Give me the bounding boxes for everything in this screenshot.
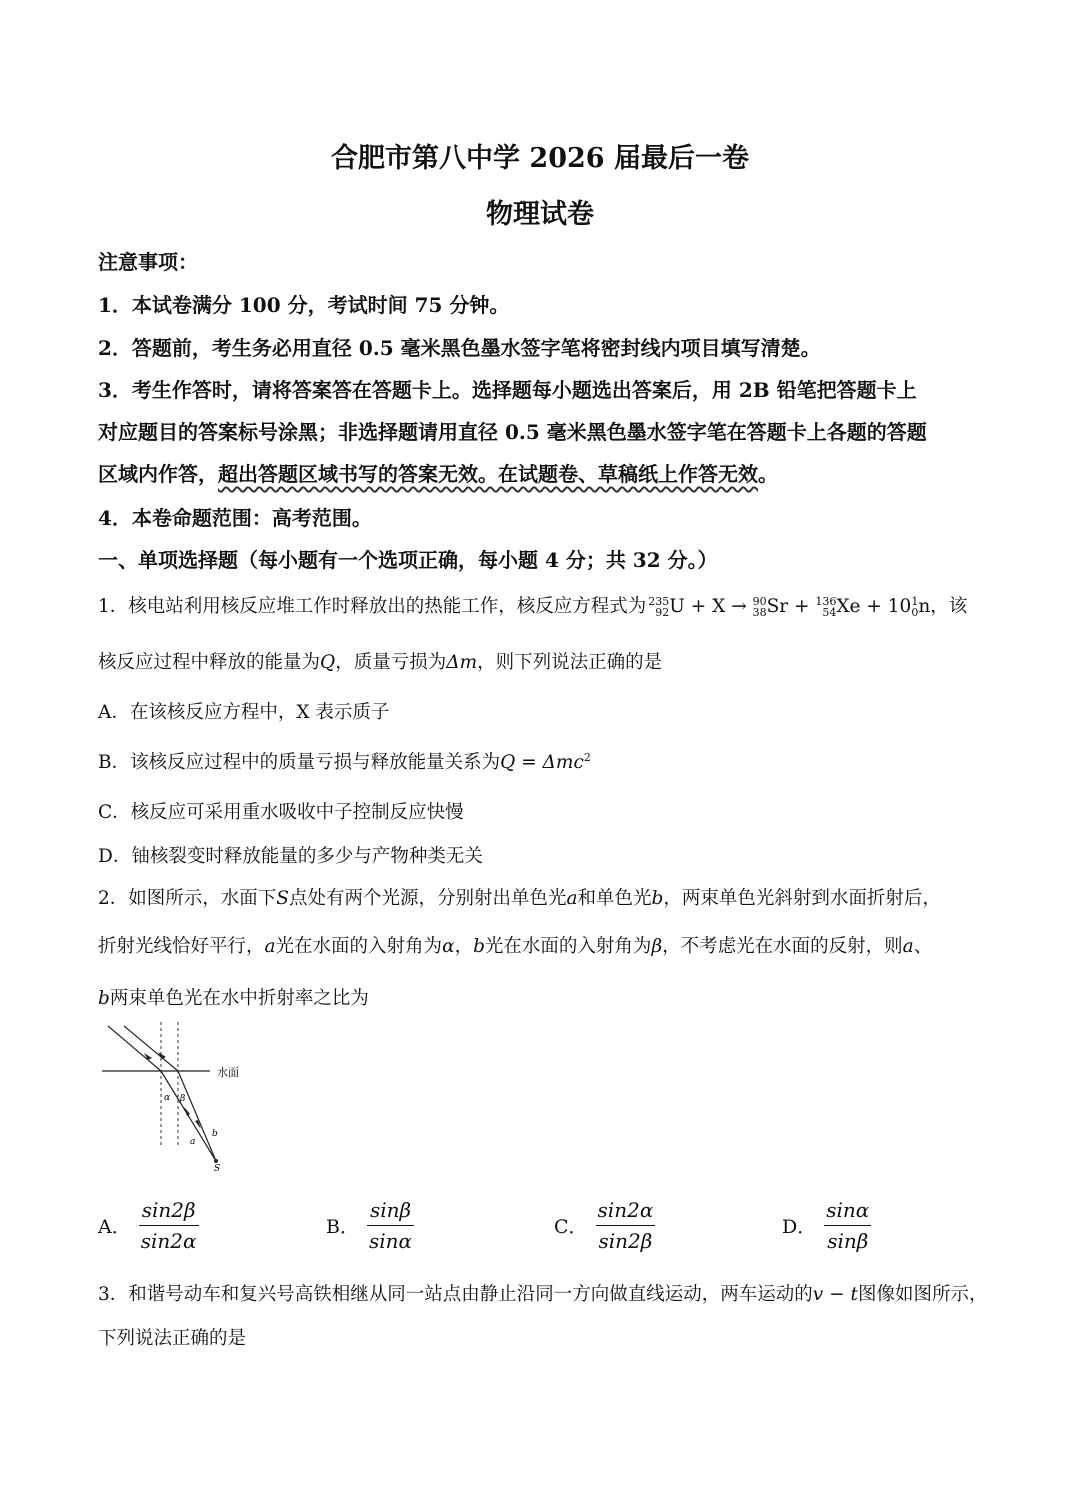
q2-stem-line3: b两束单色光在水中折射率之比为 [98,988,369,1009]
q1-stem-line1: 1．核电站利用核反应堆工作时释放出的热能工作，核反应方程式为 235 92 U + X → 90 38 Sr + 136 54 Xe + 10 1 0 n，该 [98,595,968,619]
note-item-3-end: 区域内作答，超出答题区域书写的答案无效。在试题卷、草稿纸上作答无效。 [98,462,778,486]
q2-stem-line1: 2．如图所示，水面下S点处有两个光源，分别射出单色光a和单色光b，两束单色光斜射到水面折射后， [98,888,941,909]
exam-title: 合肥市第八中学 2026 届最后一卷 [331,143,749,174]
q3-stem-line1: 3．和谐号动车和复兴号高铁相继从同一站点由静止沿同一方向做直线运动，两车运动的v − t图像如图所示， [98,1284,988,1305]
q1-option-d: D．铀核裂变时释放能量的多少与产物种类无关 [98,846,483,867]
notes-heading: 注意事项： [98,250,198,274]
q1-option-a: A．在该核反应方程中，X 表示质子 [98,702,390,723]
q1-stem-line2: 核反应过程中释放的能量为Q，质量亏损为Δm，则下列说法正确的是 [98,652,663,673]
s-label: S [214,1164,221,1174]
ray-b-label: b [212,1129,218,1139]
q2-option-a: A． $\frac{\sin 2\beta}{\sin 2\alpha}$ [98,1198,197,1253]
arrow-incident-a [184,1107,190,1116]
incident-ray-a [161,1071,216,1161]
note-item-4: 4．本卷命题范围：高考范围。 [98,506,372,530]
refracted-ray-a [108,1026,161,1071]
q3-stem-line2: 下列说法正确的是 [98,1328,247,1349]
q1-option-c: C．核反应可采用重水吸收中子控制反应快慢 [98,802,464,823]
section-heading: 一、单项选择题（每小题有一个选项正确，每小题 4 分；共 32 分。） [98,548,718,572]
note-item-3-cont: 对应题目的答案标号涂黑；非选择题请用直径 0.5 毫米黑色墨水签字笔在答题卡上各题的答题 [98,420,927,444]
beta-label: β [180,1094,186,1104]
source-point-s [214,1159,218,1163]
exam-subtitle: 物理试卷 [486,199,594,230]
q2-option-c: C． $\frac{\sin 2\alpha}{\sin 2\beta}$ [554,1198,654,1253]
q2-stem-line2: 折射光线恰好平行，a光在水面的入射角为α，b光在水面的入射角为β，不考虑光在水面的反射，则a、 [98,936,933,957]
refraction-figure [98,1022,258,1174]
wavy-underlined-warning: 超出答题区域书写的答案无效。在试题卷、草稿纸上作答无效 [218,462,758,486]
note-item-3: 3．考生作答时，请将答案答在答题卡上。选择题每小题选出答案后，用 2B 铅笔把答题卡上 [98,378,917,402]
ray-a-label: a [190,1137,196,1147]
note-item-2: 2．答题前，考生务必用直径 0.5 毫米黑色墨水签字笔将密封线内项目填写清楚。 [98,336,821,360]
incident-ray-b [178,1071,216,1161]
q1-option-b: B．该核反应过程中的质量亏损与释放能量关系为Q = Δmc$^2$ [98,750,591,773]
water-label: 水面 [217,1066,239,1079]
refracted-ray-b [124,1026,178,1071]
arrow-refracted-a [144,1053,152,1060]
q2-option-d: D． $\frac{\sin\alpha}{\sin\beta}$ [782,1198,870,1253]
alpha-label: α [164,1093,171,1103]
q2-option-b: B． $\frac{\sin\beta}{\sin\alpha}$ [326,1198,413,1253]
note-item-1: 1．本试卷满分 100 分，考试时间 75 分钟。 [98,293,510,317]
